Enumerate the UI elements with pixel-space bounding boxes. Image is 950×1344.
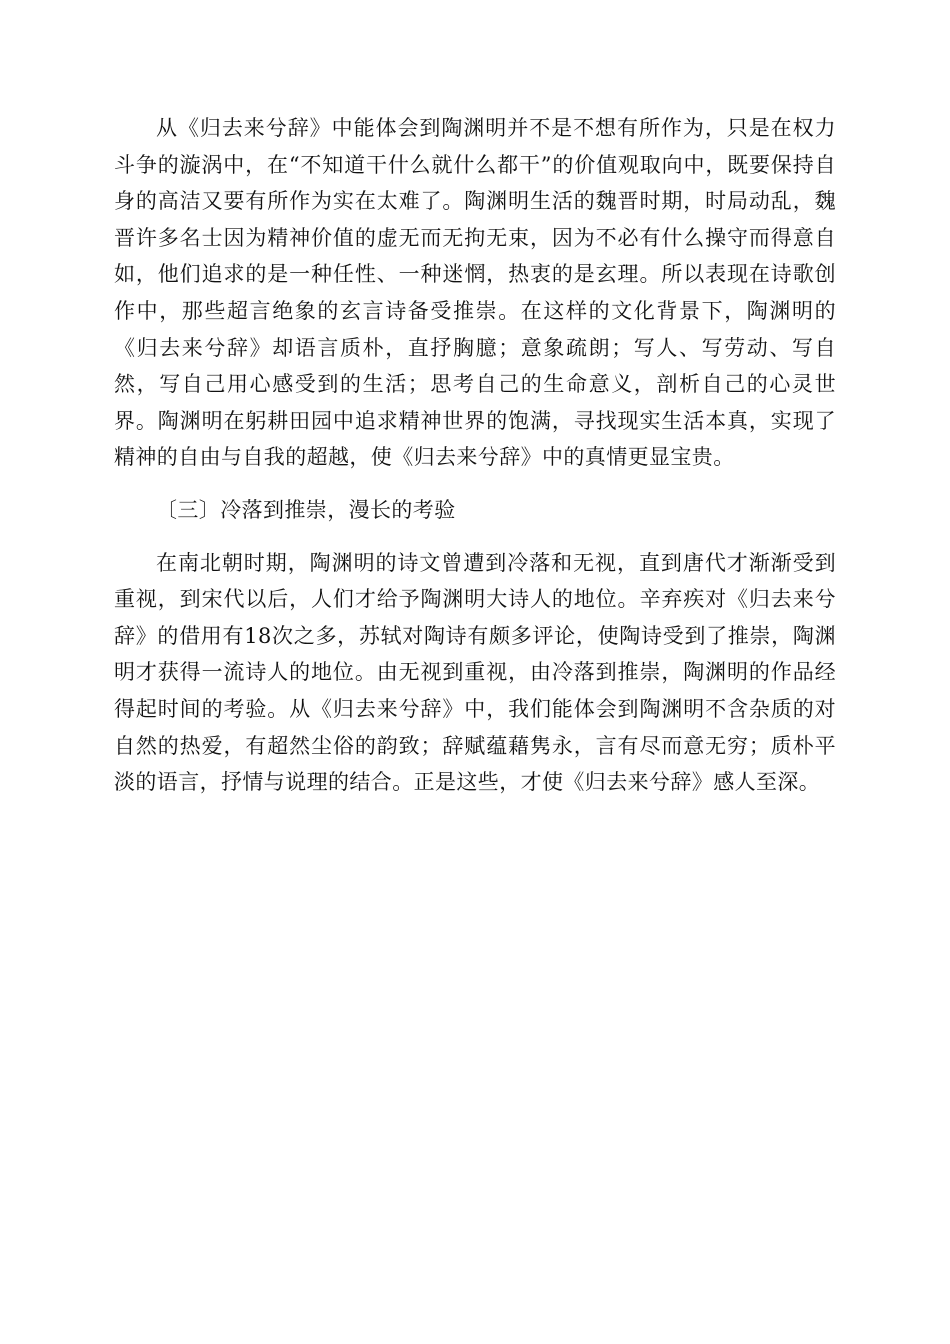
document-body — [114, 110, 836, 801]
body-paragraph-1: 从《归去来兮辞》中能体会到陶渊明并不是不想有所作为，只是在权力斗争的漩涡中，在“不知道干什么就什么都干”的价值观取向中，既要保持自身的高洁又要有所作为实在太难了。陶渊明生活的魏晋时期，时局动乱，魏晋许多名士因为精神价值的虚无而无拘无束，因为不必有什么操守而得意自如，他们追求的是一种任性、一种迷惘，热衷的是玄理。所以表现在诗歌创作中，那些超言绝象的玄言诗备受推崇。在这样的文化背景下，陶渊明的《归去来兮辞》却语言质朴，直抒胸臆；意象疏朗；写人、写劳动、写自然，写自己用心感受到的生活；思考自己的生命意义，剖析自己的心灵世界。陶渊明在躬耕田园中追求精神世界的饱满，寻找现实生活本真，实现了精神的自由与自我的超越，使《归去来兮辞》中的真情更显宝贵。 — [114, 116, 836, 470]
body-paragraph-2: 在南北朝时期，陶渊明的诗文曾遭到冷落和无视，直到唐代才渐渐受到重视，到宋代以后，人们才给予陶渊明大诗人的地位。辛弃疾对《归去来兮辞》的借用有18次之多，苏轼对陶诗有颇多评论，使陶诗受到了推崇，陶渊明才获得一流诗人的地位。由无视到重视，由冷落到推崇，陶渊明的作品经得起时间的考验。从《归去来兮辞》中，我们能体会到陶渊明不含杂质的对自然的热爱，有超然尘俗的韵致；辞赋蕴藉隽永，言有尽而意无穷；质朴平淡的语言，抒情与说理的结合。正是这些，才使《归去来兮辞》感人至深。 — [114, 550, 836, 795]
section-heading: 〔三〕冷落到推崇，漫长的考验 — [156, 497, 456, 522]
